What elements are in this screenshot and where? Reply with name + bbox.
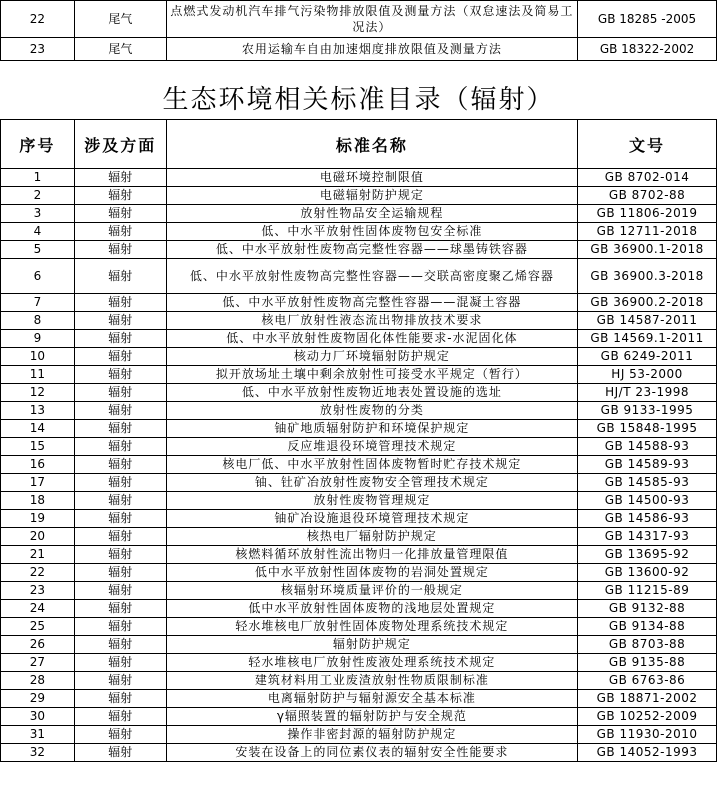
table-row [1,438,717,456]
cell-no: 21 [1,546,75,564]
cell-code: GB 12711-2018 [578,223,717,241]
cell-name: 低、中水平放射性废物高完整性容器——交联高密度聚乙烯容器 [166,259,577,294]
cell-code: GB 14586-93 [578,510,717,528]
cell-code: GB 8702-88 [578,187,717,205]
cell-no: 22 [1,564,75,582]
table-row [1,294,717,312]
cell-name: 放射性废物的分类 [166,402,577,420]
cell-aspect: 辐射 [74,294,166,312]
table-body [1,169,717,762]
cell-name: 铀、钍矿冶放射性废物安全管理技术规定 [166,474,577,492]
cell-aspect: 辐射 [74,205,166,223]
table-row [1,636,717,654]
cell-aspect: 辐射 [74,564,166,582]
cell-no: 13 [1,402,75,420]
table-row [1,456,717,474]
header-no: 序号 [1,120,75,169]
cell-no: 2 [1,187,75,205]
cell-no: 19 [1,510,75,528]
cell-code: GB 36900.3-2018 [578,259,717,294]
table-row [1,205,717,223]
cell-aspect: 辐射 [74,474,166,492]
cell-name: 低、中水平放射性固体废物包安全标准 [166,223,577,241]
cell-code: GB 6249-2011 [578,348,717,366]
cell-aspect: 辐射 [74,618,166,636]
cell-aspect: 辐射 [74,690,166,708]
cell-aspect: 辐射 [74,348,166,366]
cell-name: 农用运输车自由加速烟度排放限值及测量方法 [166,38,577,61]
cell-name: 低、中水平放射性废物近地表处置设施的选址 [166,384,577,402]
table-row [1,1,717,38]
table-row [1,744,717,762]
cell-aspect: 辐射 [74,744,166,762]
cell-no: 11 [1,366,75,384]
previous-section-body [1,1,717,61]
cell-name: 电离辐射防护与辐射源安全基本标准 [166,690,577,708]
cell-aspect: 辐射 [74,708,166,726]
table-row [1,564,717,582]
cell-aspect: 辐射 [74,169,166,187]
cell-code: GB 18871-2002 [578,690,717,708]
cell-code: GB 14317-93 [578,528,717,546]
cell-no: 22 [1,1,75,38]
cell-aspect: 辐射 [74,654,166,672]
table-row [1,241,717,259]
cell-name: 点燃式发动机汽车排气污染物排放限值及测量方法（双怠速法及简易工况法） [166,1,577,38]
cell-name: 电磁辐射防护规定 [166,187,577,205]
cell-no: 16 [1,456,75,474]
table-row [1,474,717,492]
table-row [1,420,717,438]
cell-code: GB 15848-1995 [578,420,717,438]
cell-code: GB 14569.1-2011 [578,330,717,348]
cell-no: 10 [1,348,75,366]
cell-aspect: 辐射 [74,582,166,600]
cell-code: GB 9134-88 [578,618,717,636]
cell-aspect: 尾气 [74,38,166,61]
cell-name: 拟开放场址土壤中剩余放射性可接受水平规定（暂行） [166,366,577,384]
cell-name: 低、中水平放射性废物高完整性容器——球墨铸铁容器 [166,241,577,259]
cell-no: 20 [1,528,75,546]
cell-no: 14 [1,420,75,438]
cell-code: GB 9135-88 [578,654,717,672]
cell-no: 12 [1,384,75,402]
cell-aspect: 辐射 [74,241,166,259]
table-row [1,726,717,744]
cell-aspect: 辐射 [74,528,166,546]
cell-no: 31 [1,726,75,744]
cell-name: 核热电厂辐射防护规定 [166,528,577,546]
cell-code: GB 9133-1995 [578,402,717,420]
table-row [1,169,717,187]
cell-no: 9 [1,330,75,348]
cell-aspect: 辐射 [74,223,166,241]
table-row [1,618,717,636]
cell-aspect: 辐射 [74,600,166,618]
cell-aspect: 尾气 [74,1,166,38]
cell-name: 铀矿地质辐射防护和环境保护规定 [166,420,577,438]
cell-aspect: 辐射 [74,636,166,654]
table-row [1,672,717,690]
cell-no: 26 [1,636,75,654]
table-row [1,654,717,672]
cell-no: 25 [1,618,75,636]
cell-name: 低、中水平放射性废物固化体性能要求-水泥固化体 [166,330,577,348]
cell-aspect: 辐射 [74,330,166,348]
cell-no: 6 [1,259,75,294]
cell-code: GB 14588-93 [578,438,717,456]
cell-name: 核动力厂环境辐射防护规定 [166,348,577,366]
page-title: 生态环境相关标准目录（辐射） [162,85,555,115]
cell-name: 操作非密封源的辐射防护规定 [166,726,577,744]
cell-code: HJ/T 23-1998 [578,384,717,402]
cell-code: GB 18322-2002 [578,38,717,61]
cell-no: 18 [1,492,75,510]
table-row [1,600,717,618]
cell-code: GB 14500-93 [578,492,717,510]
cell-name: 轻水堆核电厂放射性固体废物处理系统技术规定 [166,618,577,636]
cell-no: 23 [1,582,75,600]
cell-aspect: 辐射 [74,402,166,420]
cell-no: 24 [1,600,75,618]
cell-no: 30 [1,708,75,726]
cell-aspect: 辐射 [74,456,166,474]
cell-name: 低、中水平放射性废物高完整性容器——混凝土容器 [166,294,577,312]
cell-code: GB 36900.2-2018 [578,294,717,312]
cell-no: 27 [1,654,75,672]
cell-aspect: 辐射 [74,187,166,205]
cell-no: 15 [1,438,75,456]
cell-code: GB 13600-92 [578,564,717,582]
table-row [1,223,717,241]
cell-no: 3 [1,205,75,223]
cell-code: GB 14585-93 [578,474,717,492]
cell-aspect: 辐射 [74,672,166,690]
cell-aspect: 辐射 [74,492,166,510]
header-code: 文号 [578,120,717,169]
cell-name: 核电厂放射性液态流出物排放技术要求 [166,312,577,330]
cell-name: 反应堆退役环境管理技术规定 [166,438,577,456]
table-row [1,259,717,294]
cell-code: GB 8703-88 [578,636,717,654]
table-header [1,120,717,169]
cell-code: GB 11215-89 [578,582,717,600]
cell-name: 铀矿冶设施退役环境管理技术规定 [166,510,577,528]
cell-code: HJ 53-2000 [578,366,717,384]
cell-name: 核电厂低、中水平放射性固体废物暂时贮存技术规定 [166,456,577,474]
cell-no: 29 [1,690,75,708]
table-row [1,38,717,61]
cell-name: 核辐射环境质量评价的一般规定 [166,582,577,600]
cell-code: GB 13695-92 [578,546,717,564]
cell-code: GB 18285 -2005 [578,1,717,38]
cell-no: 32 [1,744,75,762]
cell-aspect: 辐射 [74,366,166,384]
table-row [1,366,717,384]
cell-code: GB 36900.1-2018 [578,241,717,259]
cell-code: GB 14587-2011 [578,312,717,330]
cell-name: 辐射防护规定 [166,636,577,654]
cell-no: 17 [1,474,75,492]
table-row [1,582,717,600]
cell-no: 4 [1,223,75,241]
previous-section-table [0,0,717,61]
cell-code: GB 14052-1993 [578,744,717,762]
cell-code: GB 14589-93 [578,456,717,474]
table-row [1,187,717,205]
table-row [1,312,717,330]
cell-no: 23 [1,38,75,61]
cell-code: GB 11930-2010 [578,726,717,744]
cell-aspect: 辐射 [74,546,166,564]
table-row [1,348,717,366]
cell-aspect: 辐射 [74,726,166,744]
cell-no: 7 [1,294,75,312]
header-aspect: 涉及方面 [74,120,166,169]
cell-name: 建筑材料用工业废渣放射性物质限制标准 [166,672,577,690]
cell-name: 低中水平放射性固体废物的浅地层处置规定 [166,600,577,618]
cell-name: γ辐照装置的辐射防护与安全规范 [166,708,577,726]
cell-name: 放射性物品安全运输规程 [166,205,577,223]
header-row [1,120,717,169]
cell-name: 安装在设备上的同位素仪表的辐射安全性能要求 [166,744,577,762]
table-row [1,402,717,420]
cell-no: 5 [1,241,75,259]
cell-code: GB 10252-2009 [578,708,717,726]
cell-no: 8 [1,312,75,330]
cell-no: 28 [1,672,75,690]
header-name: 标准名称 [166,120,577,169]
cell-aspect: 辐射 [74,259,166,294]
cell-name: 放射性废物管理规定 [166,492,577,510]
table-row [1,330,717,348]
cell-aspect: 辐射 [74,384,166,402]
cell-aspect: 辐射 [74,420,166,438]
cell-code: GB 6763-86 [578,672,717,690]
cell-code: GB 11806-2019 [578,205,717,223]
standards-table [0,119,717,762]
cell-no: 1 [1,169,75,187]
table-row [1,546,717,564]
cell-code: GB 8702-014 [578,169,717,187]
table-row [1,510,717,528]
cell-aspect: 辐射 [74,438,166,456]
table-row [1,384,717,402]
table-row [1,528,717,546]
table-row [1,492,717,510]
table-row [1,690,717,708]
cell-code: GB 9132-88 [578,600,717,618]
cell-name: 低中水平放射性固体废物的岩洞处置规定 [166,564,577,582]
table-row [1,708,717,726]
cell-aspect: 辐射 [74,312,166,330]
cell-name: 电磁环境控制限值 [166,169,577,187]
cell-name: 核燃料循环放射性流出物归一化排放量管理限值 [166,546,577,564]
cell-aspect: 辐射 [74,510,166,528]
cell-name: 轻水堆核电厂放射性废液处理系统技术规定 [166,654,577,672]
